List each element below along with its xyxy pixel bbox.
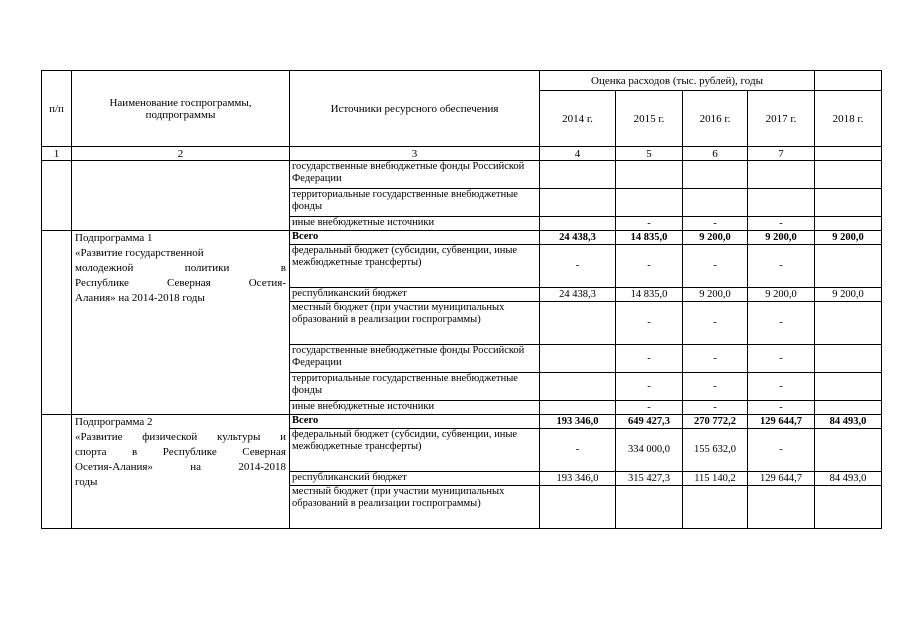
value-cell: 9 200,0 xyxy=(815,231,882,245)
budget-table xyxy=(41,70,882,529)
value-cell: - xyxy=(683,401,748,415)
header-num: п/п xyxy=(42,71,72,147)
table-row xyxy=(42,231,882,245)
value-cell xyxy=(815,302,882,345)
value-cell xyxy=(540,486,616,529)
value-cell xyxy=(815,373,882,401)
value-cell: - xyxy=(683,345,748,373)
program-name xyxy=(72,161,290,231)
source-cell-total: Всего xyxy=(290,415,540,429)
value-cell: 14 835,0 xyxy=(616,231,683,245)
value-cell xyxy=(540,189,616,217)
value-cell xyxy=(540,302,616,345)
source-cell: государственные внебюджетные фонды Российской Федерации xyxy=(290,345,540,373)
column-index: 5 xyxy=(616,147,683,161)
source-cell-total: Всего xyxy=(290,231,540,245)
value-cell xyxy=(815,189,882,217)
name-line: Подпрограмма 1 xyxy=(75,232,153,244)
value-cell xyxy=(815,161,882,189)
value-cell: - xyxy=(748,245,815,288)
header-year: 2014 г. xyxy=(540,91,616,147)
source-cell: федеральный бюджет (субсидии, субвенции, иные межбюджетные трансферты) xyxy=(290,429,540,472)
value-cell xyxy=(683,161,748,189)
source-cell: республиканский бюджет xyxy=(290,288,540,302)
value-cell xyxy=(748,189,815,217)
cell-num xyxy=(42,231,72,415)
header-year: 2016 г. xyxy=(683,91,748,147)
column-index xyxy=(815,147,882,161)
value-cell xyxy=(748,486,815,529)
source-cell: территориальные государственные внебюджетные фонды xyxy=(290,189,540,217)
value-cell: 193 346,0 xyxy=(540,472,616,486)
value-cell xyxy=(616,189,683,217)
value-cell xyxy=(616,486,683,529)
value-cell: 129 644,7 xyxy=(748,415,815,429)
name-line: Республике Северная Осетия- xyxy=(75,277,286,289)
cell-num xyxy=(42,415,72,529)
header-year: 2015 г. xyxy=(616,91,683,147)
column-index: 7 xyxy=(748,147,815,161)
header-name: Наименование госпрограммы, подпрограммы xyxy=(72,71,290,147)
value-cell xyxy=(815,217,882,231)
value-cell xyxy=(683,189,748,217)
value-cell: - xyxy=(540,245,616,288)
source-cell: местный бюджет (при участии муниципальных образований в реализации госпрограммы) xyxy=(290,302,540,345)
value-cell: - xyxy=(683,217,748,231)
header-blank xyxy=(815,71,882,91)
value-cell xyxy=(815,245,882,288)
value-cell: - xyxy=(748,217,815,231)
value-cell: 649 427,3 xyxy=(616,415,683,429)
value-cell: 14 835,0 xyxy=(616,288,683,302)
value-cell: 84 493,0 xyxy=(815,472,882,486)
value-cell xyxy=(540,373,616,401)
value-cell: 24 438,3 xyxy=(540,288,616,302)
value-cell: 129 644,7 xyxy=(748,472,815,486)
value-cell: - xyxy=(748,345,815,373)
value-cell: - xyxy=(616,245,683,288)
source-cell: федеральный бюджет (субсидии, субвенции, иные межбюджетные трансферты) xyxy=(290,245,540,288)
name-line: «Развитие государственной xyxy=(75,247,204,259)
value-cell: 270 772,2 xyxy=(683,415,748,429)
value-cell xyxy=(683,486,748,529)
value-cell: 9 200,0 xyxy=(748,231,815,245)
header-sources: Источники ресурсного обеспечения xyxy=(290,71,540,147)
name-line: Осетия-Алания» на 2014-2018 xyxy=(75,461,286,473)
name-line: «Развитие физической культуры и xyxy=(75,431,286,443)
value-cell: - xyxy=(616,401,683,415)
table-row xyxy=(42,415,882,429)
value-cell: - xyxy=(748,373,815,401)
name-line: годы xyxy=(75,476,98,488)
value-cell: 315 427,3 xyxy=(616,472,683,486)
value-cell: 9 200,0 xyxy=(683,231,748,245)
value-cell xyxy=(815,429,882,472)
value-cell: 24 438,3 xyxy=(540,231,616,245)
value-cell: 84 493,0 xyxy=(815,415,882,429)
header-estimate: Оценка расходов (тыс. рублей), годы xyxy=(540,71,815,91)
column-index: 3 xyxy=(290,147,540,161)
value-cell: 334 000,0 xyxy=(616,429,683,472)
source-cell: иные внебюджетные источники xyxy=(290,401,540,415)
value-cell: - xyxy=(748,429,815,472)
value-cell: 115 140,2 xyxy=(683,472,748,486)
value-cell xyxy=(540,161,616,189)
name-line: Алания» на 2014-2018 годы xyxy=(75,292,205,304)
name-line: спорта в Республике Северная xyxy=(75,446,286,458)
source-cell: территориальные государственные внебюджетные фонды xyxy=(290,373,540,401)
value-cell xyxy=(540,217,616,231)
value-cell: 9 200,0 xyxy=(815,288,882,302)
value-cell: - xyxy=(616,217,683,231)
value-cell: - xyxy=(616,302,683,345)
value-cell: - xyxy=(540,429,616,472)
table-row xyxy=(42,161,882,189)
value-cell xyxy=(815,486,882,529)
value-cell: - xyxy=(683,302,748,345)
source-cell: местный бюджет (при участии муниципальных образований в реализации госпрограммы) xyxy=(290,486,540,529)
header-year: 2017 г. xyxy=(748,91,815,147)
name-line: Подпрограмма 2 xyxy=(75,416,153,428)
header-year: 2018 г. xyxy=(815,91,882,147)
cell-num xyxy=(42,161,72,231)
source-cell: республиканский бюджет xyxy=(290,472,540,486)
value-cell: 193 346,0 xyxy=(540,415,616,429)
column-index: 4 xyxy=(540,147,616,161)
value-cell: - xyxy=(748,401,815,415)
value-cell: - xyxy=(683,245,748,288)
value-cell xyxy=(815,401,882,415)
subprogram-2-name xyxy=(72,415,290,529)
value-cell: - xyxy=(616,373,683,401)
value-cell xyxy=(540,345,616,373)
column-index: 6 xyxy=(683,147,748,161)
value-cell xyxy=(815,345,882,373)
column-index: 2 xyxy=(72,147,290,161)
value-cell: - xyxy=(683,373,748,401)
value-cell xyxy=(616,161,683,189)
value-cell: - xyxy=(616,345,683,373)
source-cell: государственные внебюджетные фонды Российской Федерации xyxy=(290,161,540,189)
value-cell: 9 200,0 xyxy=(683,288,748,302)
name-line: молодежной политики в xyxy=(75,262,286,274)
value-cell xyxy=(748,161,815,189)
value-cell xyxy=(540,401,616,415)
column-index: 1 xyxy=(42,147,72,161)
value-cell: - xyxy=(748,302,815,345)
subprogram-1-name xyxy=(72,231,290,415)
value-cell: 9 200,0 xyxy=(748,288,815,302)
value-cell: 155 632,0 xyxy=(683,429,748,472)
source-cell: иные внебюджетные источники xyxy=(290,217,540,231)
